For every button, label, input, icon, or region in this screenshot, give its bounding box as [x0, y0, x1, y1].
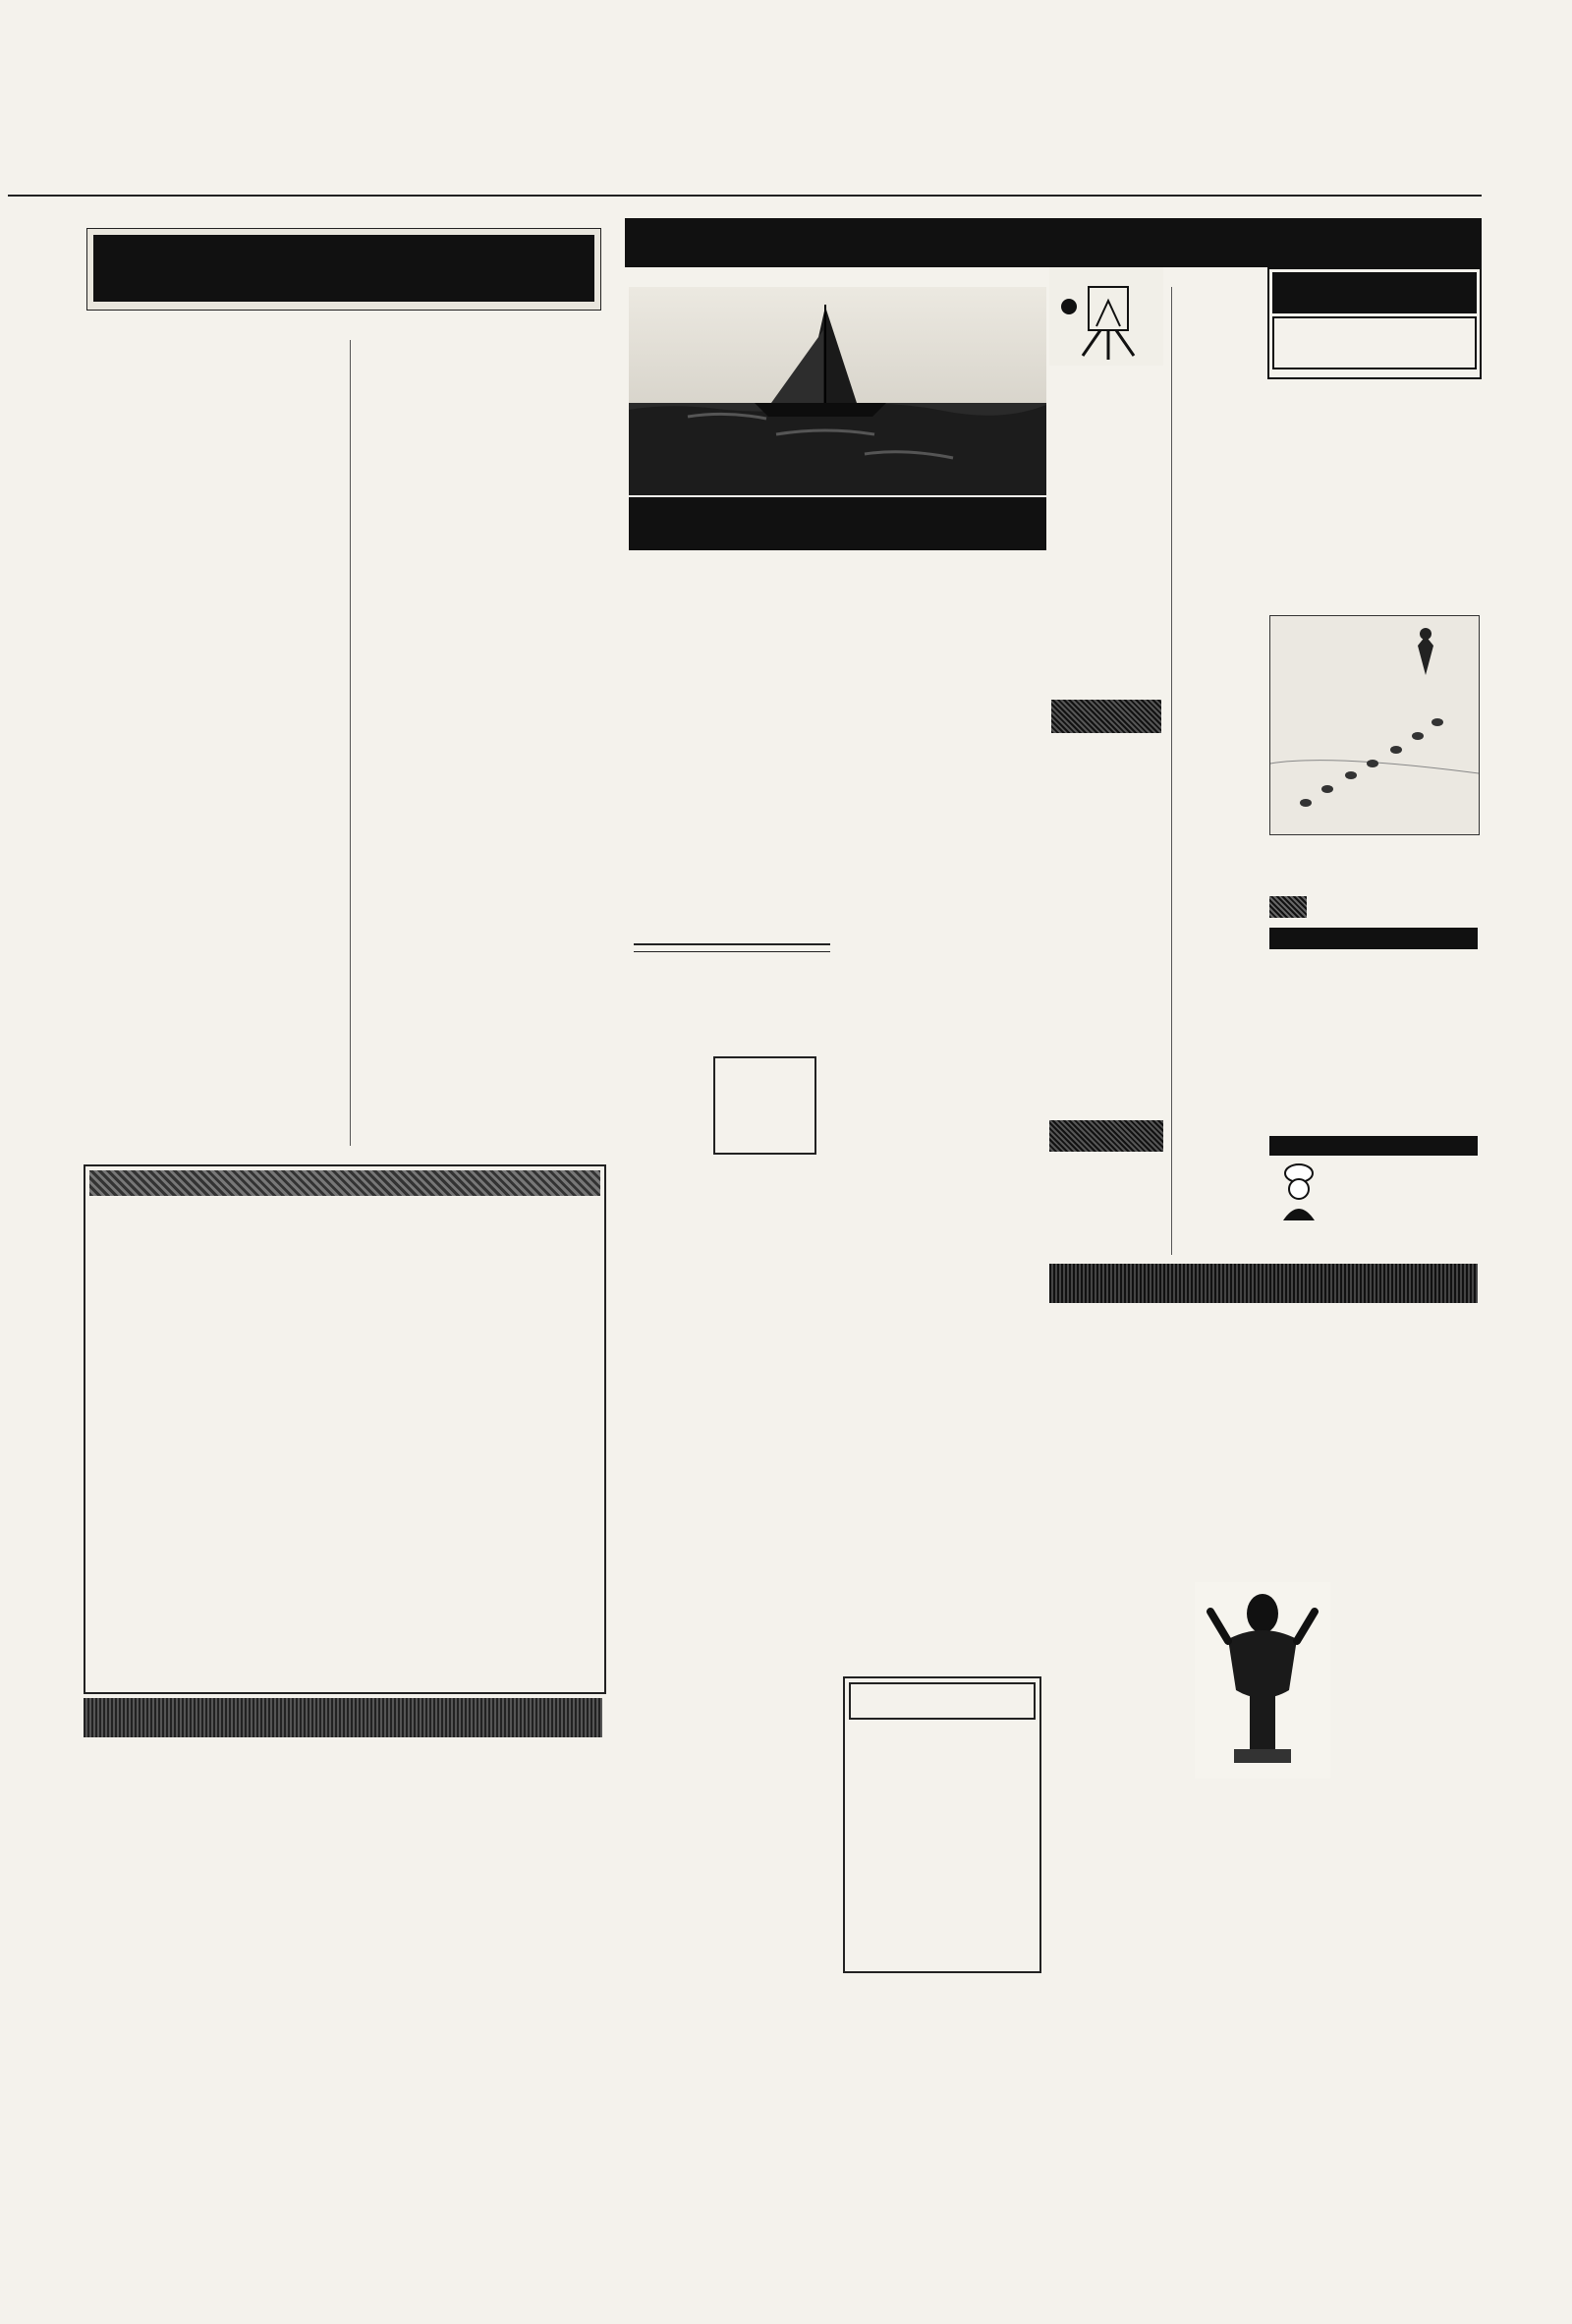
- dance-list: [1330, 1162, 1478, 1256]
- masthead-rule: [8, 195, 1482, 197]
- publications-title: [1049, 1120, 1163, 1152]
- chef-icon: [1271, 1162, 1326, 1222]
- chef-illustration: [1271, 1162, 1326, 1222]
- statue-image: [1195, 1582, 1330, 1779]
- events-column-1: [843, 1002, 1042, 1405]
- festival-title: [1051, 700, 1161, 733]
- rally-lead: [634, 575, 1042, 671]
- athens-events: [1049, 827, 1163, 1112]
- statue-photo: [1195, 1582, 1330, 1779]
- spacer: [1167, 1120, 1168, 1121]
- publications-text: [1049, 1158, 1163, 1256]
- rally-column-1: [634, 676, 830, 932]
- snow-photo: [1269, 615, 1480, 835]
- dances-title: [1193, 1784, 1330, 1803]
- weekly-banner: [625, 218, 1482, 267]
- rally-column-2: [843, 676, 1042, 794]
- article-column-2c: [356, 958, 601, 1150]
- briefs-col-1: [93, 1204, 339, 1683]
- week-title-bottom: [1272, 316, 1477, 369]
- social-column-3: [1336, 1311, 1478, 1989]
- column-divider: [350, 340, 351, 1146]
- taxi-title: [849, 1682, 1036, 1720]
- main-headline: [93, 235, 594, 302]
- sailboat-photo: [629, 287, 1046, 495]
- section-label: [79, 206, 609, 226]
- dining-title-1: [1269, 859, 1478, 888]
- social-column-2: [1193, 1311, 1330, 1576]
- week-box-header: [1267, 267, 1482, 379]
- dining-title-row: [1269, 892, 1478, 922]
- article-column-2b: [356, 757, 601, 953]
- briefs-label: [89, 1170, 600, 1196]
- article-column-1: [86, 340, 344, 920]
- theatre-banner: [84, 1698, 602, 1737]
- week-title-top: [1272, 272, 1477, 313]
- footprints-image: [1270, 616, 1479, 834]
- social-banner: [1049, 1264, 1478, 1303]
- rally-headline: [629, 497, 1046, 550]
- exhibitions-col-1: [1049, 369, 1163, 694]
- pattern-icon: [1269, 896, 1307, 918]
- column-divider: [1171, 287, 1172, 1255]
- excursions-title: [634, 943, 830, 952]
- exhibitions-logo: [1049, 267, 1163, 366]
- theatre-listings: [86, 1745, 599, 2276]
- events-column-2: [843, 1415, 1042, 1671]
- article-column-1-end: [86, 924, 344, 1150]
- dining-list: [1269, 955, 1478, 1132]
- taxi-header-row: [845, 1724, 1039, 1728]
- social-column-1: [1049, 1311, 1187, 1989]
- delphi-events: [1177, 307, 1263, 1255]
- dance-title: [1269, 1136, 1478, 1156]
- events-title: [713, 1056, 816, 1155]
- taxi-box: [843, 1676, 1041, 1973]
- sailboat-image: [629, 287, 1046, 495]
- briefs-box: [84, 1164, 606, 1694]
- week-text: [1269, 383, 1478, 607]
- dining-subtitle: [1269, 928, 1478, 949]
- briefs-col-2: [349, 1204, 594, 1683]
- easel-icon: [1049, 267, 1163, 366]
- article-column-2: [356, 340, 601, 753]
- festival-text: [1049, 741, 1163, 806]
- headline-box: [86, 228, 601, 311]
- dances-text: [1193, 1808, 1330, 1985]
